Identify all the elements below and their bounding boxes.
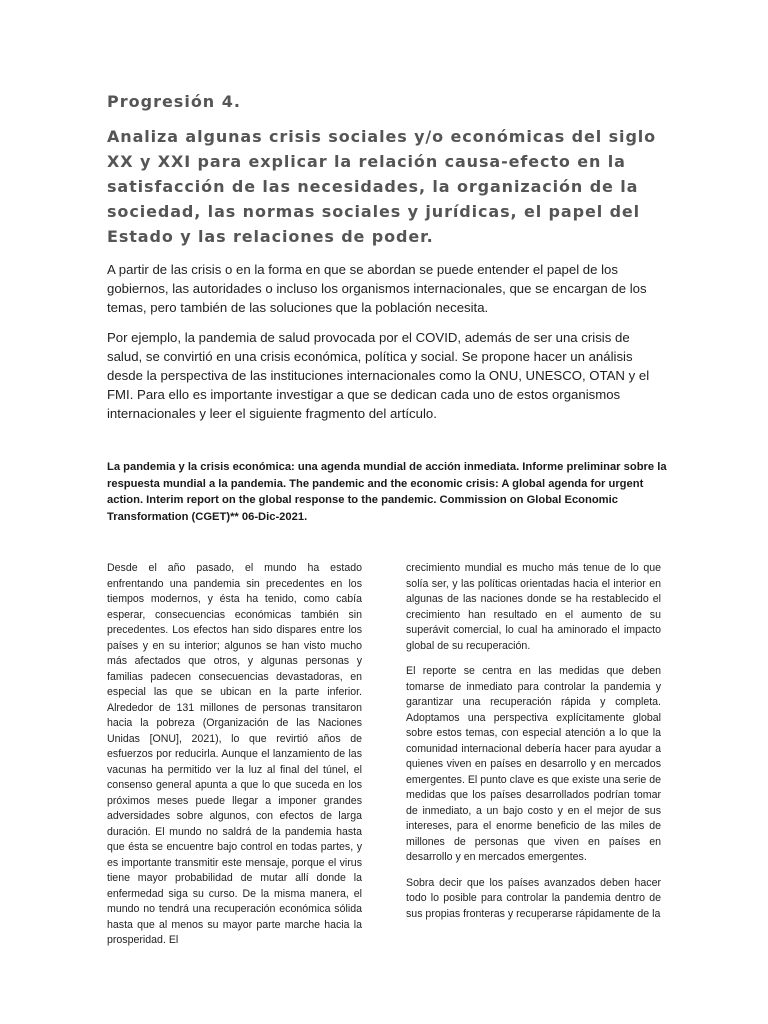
progression-heading: Progresión 4. <box>107 92 241 111</box>
article-paragraph: Sobra decir que los países avanzados deben hacer todo lo posible para controlar la pandemia dentro de sus propias fronteras y recuperarse rápidamente de la <box>406 876 661 920</box>
progression-description: Analiza algunas crisis sociales y/o económicas del siglo XX y XXI para explicar la relación causa-efecto en la satisfacción de las necesidades, la organización de la sociedad, las normas sociales y jurídicas, el papel del Estado y las relaciones de poder. <box>107 127 657 246</box>
intro-section <box>107 260 662 434</box>
article-left-column <box>107 561 362 959</box>
article-right-column <box>406 561 661 932</box>
intro-paragraph: A partir de las crisis o en la forma en que se abordan se puede entender el papel de los gobiernos, las autoridades o incluso los organismos internacionales, que se encargan de los temas, pero también de las soluciones que la población necesita. <box>107 262 647 315</box>
article-title: La pandemia y la crisis económica: una agenda mundial de acción inmediata. Informe preliminar sobre la respuesta mundial a la pandemia. The pandemic and the economic crisis: A global agenda for urgent action. Interim report on the global response to the pandemic. Commission on Global Economic Transformation (CGET)** 06-Dic-2021. <box>107 461 667 523</box>
article-paragraph: crecimiento mundial es mucho más tenue de lo que solía ser, y las políticas orientadas hacia el interior en algunas de las naciones donde se ha restablecido el crecimiento han resultado en el aumento de su superávit comercial, lo cual ha aminorado el impacto global de su recuperación. <box>406 562 661 652</box>
article-paragraph: Desde el año pasado, el mundo ha estado enfrentando una pandemia sin precedentes en los tiempos modernos, y ésta ha tenido, como cabía esperar, consecuencias económicas también sin precedentes. Los efectos han sido dispares entre los países y en su interior; algunos se han visto mucho más afectados que otros, y algunas personas y familias padecen consecuencias devastadoras, en especial las que se ubican en la parte inferior. Alrededor de 131 millones de personas transitaron hacia la pobreza (Organización de las Naciones Unidas [ONU], 2021), lo que revirtió años de esfuerzos por reducirla. Aunque el lanzamiento de las vacunas ha permitido ver la luz al final del túnel, el consenso general apunta a que lo que suceda en los próximos meses puede llegar a imponer grandes adversidades sobre algunos, con efectos de larga duración. El mundo no saldrá de la pandemia hasta que ésta se encuentre bajo control en todas partes, y es importante transmitir este mensaje, porque el virus tiene mayor probabilidad de mutar allí donde la enfermedad siga su curso. De la misma manera, el mundo no tendrá una recuperación económica sólida hasta que al menos su mayor parte marche hacia la prosperidad. El <box>107 562 362 946</box>
intro-paragraph: Por ejemplo, la pandemia de salud provocada por el COVID, además de ser una crisis de salud, se convirtió en una crisis económica, política y social. Se propone hacer un análisis desde la perspectiva de las instituciones internacionales como la ONU, UNESCO, OTAN y el FMI. Para ello es importante investigar a que se dedican cada uno de estos organismos internacionales y leer el siguiente fragmento del artículo. <box>107 330 650 421</box>
article-paragraph: El reporte se centra en las medidas que deben tomarse de inmediato para controlar la pandemia y garantizar una recuperación rápida y completa. Adoptamos una perspectiva explícitamente global sobre estos temas, con especial atención a lo que la comunidad internacional debería hacer para ayudar a quienes viven en países en desarrollo y en mercados emergentes. El punto clave es que existe una serie de medidas que los países desarrollados podrían tomar de inmediato, a un bajo costo y en el mejor de sus intereses, para el enorme beneficio de las miles de millones de personas que viven en países en desarrollo y en mercados emergentes. <box>406 665 661 863</box>
